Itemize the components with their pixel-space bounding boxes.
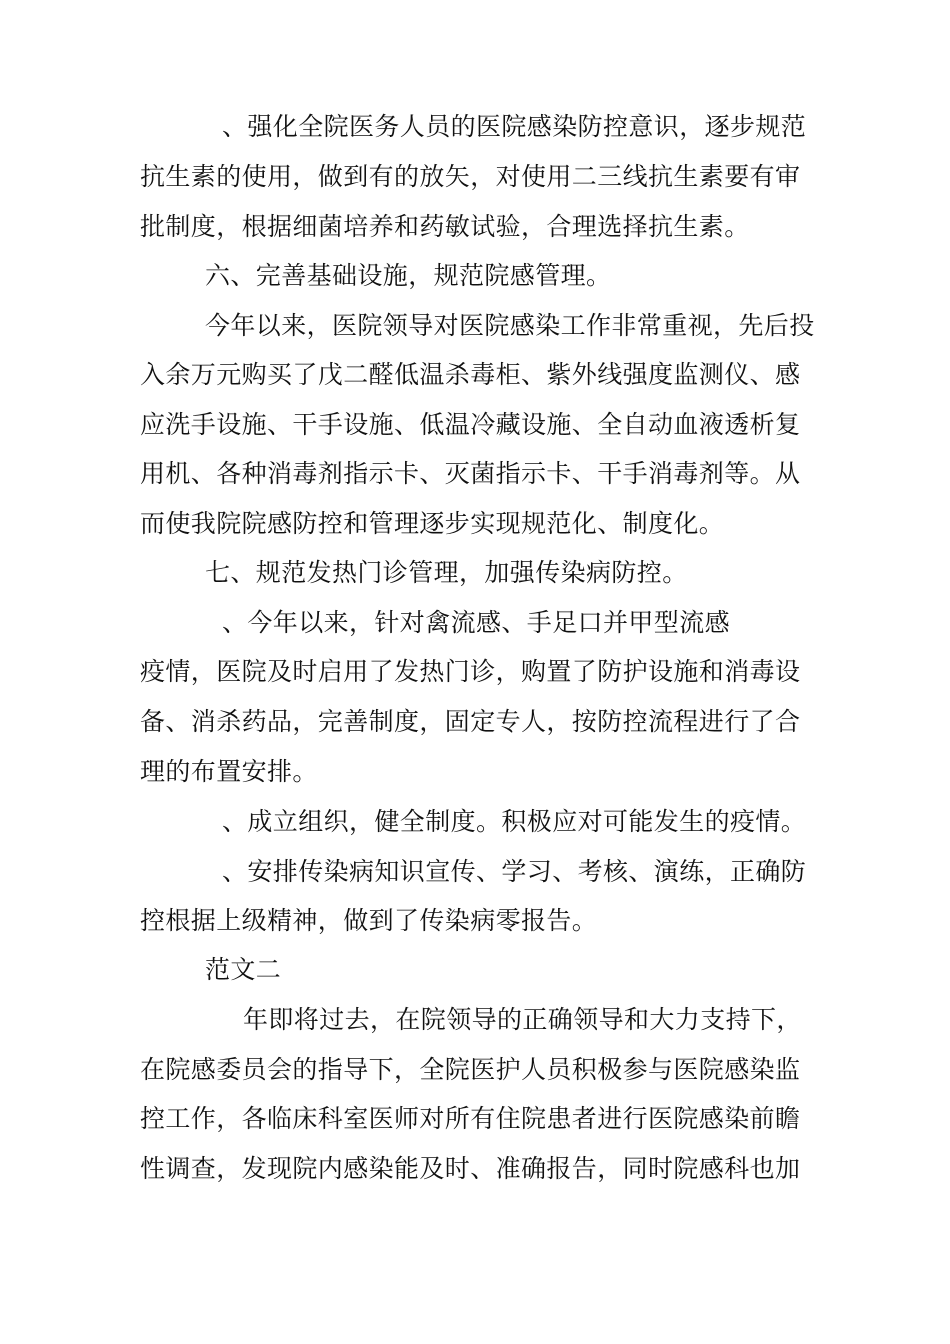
text-line: 性调查，发现院内感染能及时、准确报告，同时院感科也加 xyxy=(140,1154,801,1183)
text-line: 理的布置安排。 xyxy=(140,757,318,786)
text-line: 入余万元购买了戊二醛低温杀毒柜、紫外线强度监测仪、感 xyxy=(140,360,801,389)
section-heading: 六、完善基础设施，规范院感管理。 xyxy=(205,261,612,290)
section-heading: 范文二 xyxy=(205,955,282,984)
text-line: 用机、各种消毒剂指示卡、灭菌指示卡、干手消毒剂等。从 xyxy=(140,459,801,488)
text-line: 在院感委员会的指导下，全院医护人员积极参与医院感染监 xyxy=(140,1055,801,1084)
text-line: 控根据上级精神，做到了传染病零报告。 xyxy=(140,906,598,935)
text-line: 、今年以来，针对禽流感、手足口并甲型流感 xyxy=(222,608,731,637)
text-line: 、成立组织，健全制度。积极应对可能发生的疫情。 xyxy=(222,807,807,836)
text-line: 、安排传染病知识宣传、学习、考核、演练，正确防 xyxy=(222,857,807,886)
text-line: 控工作，各临床科室医师对所有住院患者进行医院感染前瞻 xyxy=(140,1104,801,1133)
text-line: 、强化全院医务人员的医院感染防控意识，逐步规范 xyxy=(222,112,807,141)
text-line: 而使我院院感防控和管理逐步实现规范化、制度化。 xyxy=(140,509,725,538)
section-heading: 七、规范发热门诊管理，加强传染病防控。 xyxy=(205,558,688,587)
text-line: 年即将过去，在院领导的正确领导和大力支持下， xyxy=(243,1005,802,1034)
text-line: 抗生素的使用，做到有的放矢，对使用二三线抗生素要有审 xyxy=(140,162,801,191)
text-line: 批制度，根据细菌培养和药敏试验，合理选择抗生素。 xyxy=(140,212,750,241)
text-line: 今年以来，医院领导对医院感染工作非常重视，先后投 xyxy=(205,311,815,340)
text-line: 应洗手设施、干手设施、低温冷藏设施、全自动血液透析复 xyxy=(140,410,801,439)
text-line: 备、消杀药品，完善制度，固定专人，按防控流程进行了合 xyxy=(140,707,801,736)
text-line: 疫情，医院及时启用了发热门诊，购置了防护设施和消毒设 xyxy=(140,657,801,686)
